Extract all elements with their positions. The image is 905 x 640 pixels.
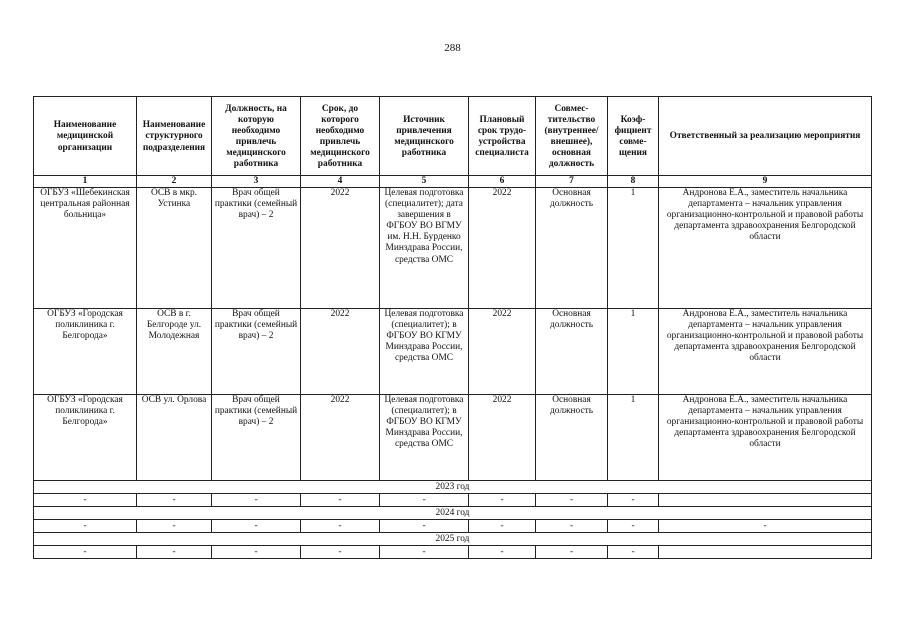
planned-cell: 2022 <box>469 188 536 309</box>
dash-cell: - <box>469 494 536 507</box>
position-cell: Врач общей практики (семейный врач) – 2 <box>212 309 301 395</box>
unit-cell: ОСВ ул. Орлова <box>137 395 212 481</box>
column-number: 1 <box>34 176 137 188</box>
responsible-cell: Андронова Е.А., заместитель начальника департамента – начальник управления организационно-контрольной и правовой работы департамента здравоохранения Белгородской области <box>659 309 872 395</box>
source-cell: Целевая подготовка (специалитет); в ФГБОУ ВО КГМУ Минздрава России, средства ОМС <box>380 309 469 395</box>
responsible-cell: Андронова Е.А., заместитель начальника департамента – начальник управления организационно-контрольной и правовой работы департамента здравоохранения Белгородской области <box>659 395 872 481</box>
coef-cell: 1 <box>608 188 659 309</box>
column-number: 7 <box>536 176 608 188</box>
dash-cell <box>659 546 872 559</box>
dash-cell: - <box>301 520 380 533</box>
year-row <box>34 507 872 520</box>
year-label: 2023 год <box>34 481 872 494</box>
header-coef: Коэф-фициент совме-щения <box>608 97 659 176</box>
dash-cell: - <box>608 494 659 507</box>
empty-row <box>34 546 872 559</box>
source-cell: Целевая подготовка (специалитет); дата завершения в ФГБОУ ВО ВГМУ им. Н.Н. Бурденко Минздрава России, средства ОМС <box>380 188 469 309</box>
year-row <box>34 533 872 546</box>
dash-cell: - <box>608 546 659 559</box>
dash-cell: - <box>301 494 380 507</box>
dash-cell: - <box>380 546 469 559</box>
header-combination: Совмес-тительство (внутреннее/ внешнее), основная должность <box>536 97 608 176</box>
deadline-cell: 2022 <box>301 309 380 395</box>
staffing-table <box>33 96 872 559</box>
org-cell: ОГБУЗ «Шебекинская центральная районная больница» <box>34 188 137 309</box>
responsible-cell: Андронова Е.А., заместитель начальника департамента – начальник управления организационно-контрольной и правовой работы департамента здравоохранения Белгородской области <box>659 188 872 309</box>
header-planned: Плановый срок трудо-устройства специалиста <box>469 97 536 176</box>
dash-cell: - <box>301 546 380 559</box>
column-number-row <box>34 176 872 188</box>
header-org: Наименование медицинской организации <box>34 97 137 176</box>
combination-cell: Основная должность <box>536 188 608 309</box>
column-number: 6 <box>469 176 536 188</box>
header-row <box>34 97 872 176</box>
coef-cell: 1 <box>608 395 659 481</box>
org-cell: ОГБУЗ «Городская поликлиника г. Белгорода» <box>34 309 137 395</box>
dash-cell: - <box>137 494 212 507</box>
deadline-cell: 2022 <box>301 395 380 481</box>
dash-cell: - <box>659 520 872 533</box>
dash-cell <box>659 494 872 507</box>
unit-cell: ОСВ в г. Белгороде ул. Молодежная <box>137 309 212 395</box>
dash-cell: - <box>380 520 469 533</box>
column-number: 3 <box>212 176 301 188</box>
column-number: 8 <box>608 176 659 188</box>
combination-cell: Основная должность <box>536 395 608 481</box>
table-row <box>34 309 872 395</box>
empty-row <box>34 494 872 507</box>
source-cell: Целевая подготовка (специалитет); в ФГБОУ ВО КГМУ Минздрава России, средства ОМС <box>380 395 469 481</box>
empty-row <box>34 520 872 533</box>
dash-cell: - <box>212 494 301 507</box>
combination-cell: Основная должность <box>536 309 608 395</box>
dash-cell: - <box>536 520 608 533</box>
dash-cell: - <box>469 546 536 559</box>
header-unit: Наименование структурного подразделения <box>137 97 212 176</box>
unit-cell: ОСВ в мкр. Устинка <box>137 188 212 309</box>
dash-cell: - <box>137 520 212 533</box>
year-label: 2024 год <box>34 507 872 520</box>
year-label: 2025 год <box>34 533 872 546</box>
position-cell: Врач общей практики (семейный врач) – 2 <box>212 188 301 309</box>
org-cell: ОГБУЗ «Городская поликлиника г. Белгорода» <box>34 395 137 481</box>
dash-cell: - <box>34 546 137 559</box>
header-deadline: Срок, до которого необходимо привлечь медицинского работника <box>301 97 380 176</box>
header-position: Должность, на которую необходимо привлечь медицинского работника <box>212 97 301 176</box>
column-number: 2 <box>137 176 212 188</box>
header-source: Источник привлечения медицинского работника <box>380 97 469 176</box>
planned-cell: 2022 <box>469 395 536 481</box>
column-number: 4 <box>301 176 380 188</box>
page-number: 288 <box>444 42 461 54</box>
dash-cell: - <box>34 494 137 507</box>
dash-cell: - <box>469 520 536 533</box>
coef-cell: 1 <box>608 309 659 395</box>
header-responsible: Ответственный за реализацию мероприятия <box>659 97 872 176</box>
dash-cell: - <box>137 546 212 559</box>
year-row <box>34 481 872 494</box>
deadline-cell: 2022 <box>301 188 380 309</box>
dash-cell: - <box>536 494 608 507</box>
dash-cell: - <box>536 546 608 559</box>
dash-cell: - <box>212 520 301 533</box>
planned-cell: 2022 <box>469 309 536 395</box>
dash-cell: - <box>34 520 137 533</box>
dash-cell: - <box>380 494 469 507</box>
dash-cell: - <box>212 546 301 559</box>
table-row <box>34 395 872 481</box>
position-cell: Врач общей практики (семейный врач) – 2 <box>212 395 301 481</box>
table-row <box>34 188 872 309</box>
column-number: 5 <box>380 176 469 188</box>
column-number: 9 <box>659 176 872 188</box>
dash-cell: - <box>608 520 659 533</box>
